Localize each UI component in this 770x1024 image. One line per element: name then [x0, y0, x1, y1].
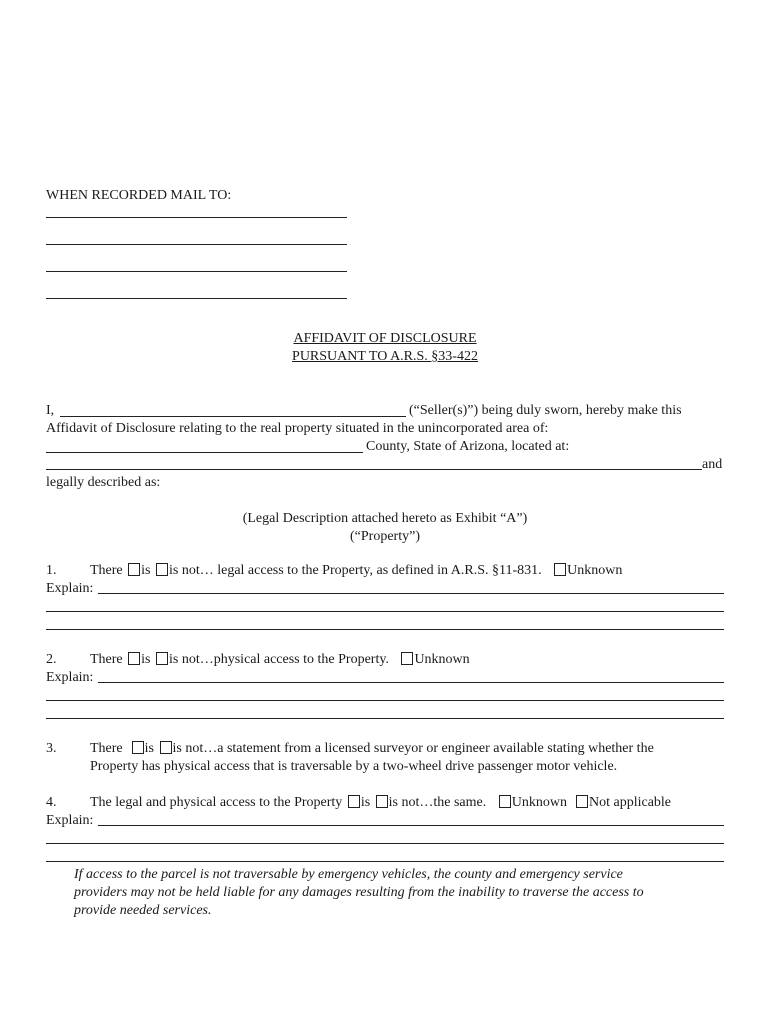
item-4-not-applicable-checkbox[interactable] [576, 795, 588, 808]
item-4-is-not-checkbox[interactable] [376, 795, 388, 808]
item-2-unknown-label: Unknown [414, 652, 470, 667]
emergency-notice-line-3: provide needed services. [74, 903, 212, 918]
mail-to-line-4[interactable] [46, 298, 347, 299]
item-1-unknown-checkbox[interactable] [554, 563, 566, 576]
item-3-is-label: is [144, 741, 154, 756]
intro-i-label: I, [46, 403, 55, 418]
item-2-is-not-checkbox[interactable] [156, 652, 168, 665]
item-2-row [90, 651, 470, 668]
county-text: County, State of Arizona, located at: [366, 439, 570, 454]
item-4-explain-line-3[interactable] [46, 861, 724, 862]
item-1-text: is not… legal access to the Property, as defined in A.R.S. §11-831. [169, 563, 542, 578]
item-1-number: 1. [46, 563, 57, 578]
item-1-is-not-checkbox[interactable] [156, 563, 168, 576]
item-2-explain-line-3[interactable] [46, 718, 724, 719]
emergency-notice-line-2: providers may not be held liable for any damages resulting from the inability to traverse the access to [74, 885, 644, 900]
legal-description-note: (Legal Description attached hereto as Exhibit “A”) [242, 511, 528, 526]
item-4-unknown-checkbox[interactable] [499, 795, 511, 808]
item-2-unknown-checkbox[interactable] [401, 652, 413, 665]
document-subtitle: PURSUANT TO A.R.S. §33-422 [292, 349, 478, 364]
item-3-line-2: Property has physical access that is traversable by a two-wheel drive passenger motor vehicle. [90, 759, 618, 774]
item-1-unknown-label: Unknown [567, 563, 623, 578]
item-2-text: is not…physical access to the Property. [169, 652, 389, 667]
item-4-is-not-label: is not…the same. [388, 795, 487, 810]
item-4-explain-line-2[interactable] [46, 843, 724, 844]
item-1-is-label: is [141, 563, 151, 578]
location-line[interactable] [46, 469, 702, 470]
seller-name-line[interactable] [60, 416, 406, 417]
county-line[interactable] [46, 452, 363, 453]
item-4-number: 4. [46, 795, 57, 810]
and-text: and [702, 457, 723, 472]
item-4-is-label: is [360, 795, 371, 810]
mail-to-line-3[interactable] [46, 271, 347, 272]
item-2-is-checkbox[interactable] [128, 652, 140, 665]
item-3-there: There [90, 741, 123, 756]
item-4-explain-label: Explain: [46, 813, 94, 828]
mail-to-label: WHEN RECORDED MAIL TO: [46, 188, 232, 203]
item-4-unknown-label: Unknown [511, 795, 567, 810]
item-1-explain-line-1[interactable] [98, 593, 724, 594]
emergency-notice-line-1: If access to the parcel is not traversable by emergency vehicles, the county and emergency service [74, 867, 623, 882]
item-4-explain-line-1[interactable] [98, 825, 724, 826]
item-4-not-applicable-label: Not applicable [589, 795, 672, 810]
item-1-explain-label: Explain: [46, 581, 94, 596]
item-1-is-checkbox[interactable] [128, 563, 140, 576]
mail-to-line-2[interactable] [46, 244, 347, 245]
item-1-explain-line-3[interactable] [46, 629, 724, 630]
item-3-row [90, 740, 654, 757]
item-2-explain-label: Explain: [46, 670, 94, 685]
item-1-explain-line-2[interactable] [46, 611, 724, 612]
seller-text: (“Seller(s)”) being duly sworn, hereby make this [409, 403, 682, 418]
item-2-there: There [90, 652, 123, 667]
item-2-explain-line-2[interactable] [46, 700, 724, 701]
item-4-is-checkbox[interactable] [348, 795, 360, 808]
item-1-there: There [90, 563, 123, 578]
item-3-is-checkbox[interactable] [132, 741, 144, 754]
item-2-is-label: is [141, 652, 151, 667]
property-label: (“Property”) [350, 529, 420, 544]
document-title: AFFIDAVIT OF DISCLOSURE [293, 331, 477, 346]
legally-described-text: legally described as: [46, 475, 161, 490]
item-3-text: is not…a statement from a licensed surveyor or engineer available stating whether the [172, 741, 654, 756]
mail-to-line-1[interactable] [46, 217, 347, 218]
intro-line-2: Affidavit of Disclosure relating to the real property situated in the unincorporated area of: [46, 421, 549, 436]
item-3-is-not-checkbox[interactable] [160, 741, 172, 754]
item-2-number: 2. [46, 652, 57, 667]
item-3-number: 3. [46, 741, 57, 756]
item-2-explain-line-1[interactable] [98, 682, 724, 683]
item-1-row [90, 562, 622, 579]
item-4-text: The legal and physical access to the Property [90, 795, 343, 810]
item-4-row [90, 794, 671, 811]
